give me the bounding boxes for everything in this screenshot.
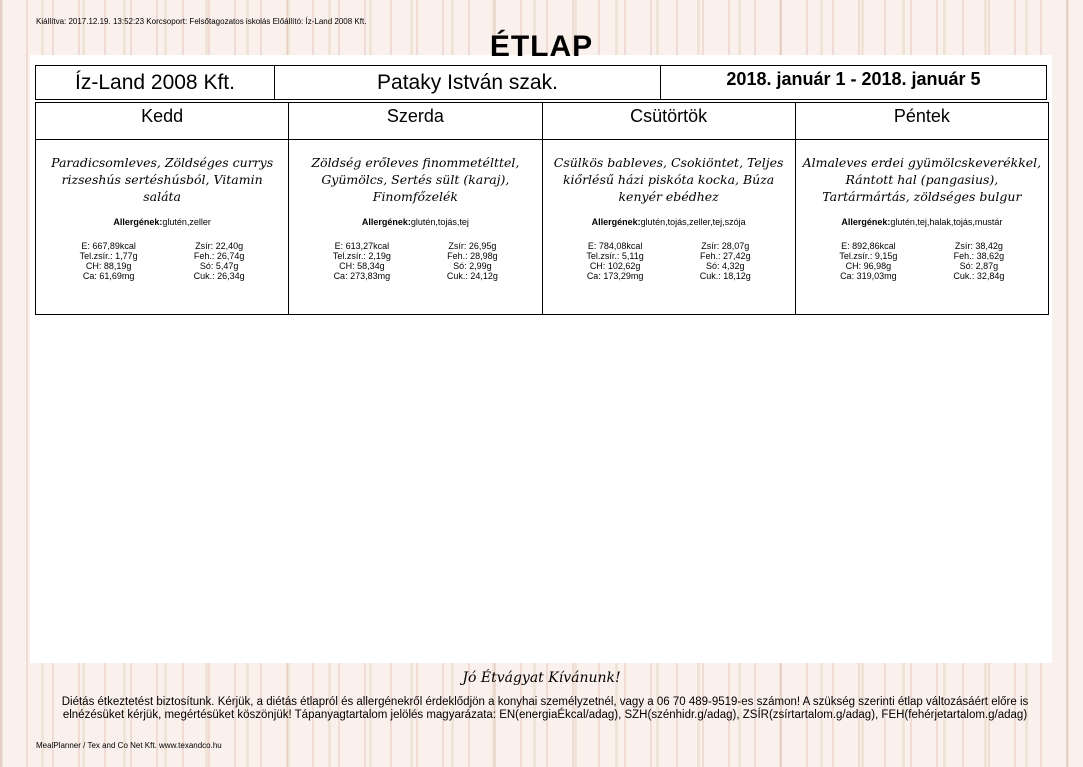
nutrition-value: E: 892,86kcal [841, 241, 896, 251]
nutrition-value: Cuk.: 18,12g [699, 271, 751, 281]
nutrition-value: Ca: 173,29mg [586, 271, 644, 281]
nutrition-value: Tel.zsír.: 9,15g [839, 251, 898, 261]
nutrition-value: Ca: 273,83mg [333, 271, 391, 281]
allergen-info [802, 217, 1042, 227]
day-column [36, 103, 289, 314]
nutrition-value: CH: 88,19g [85, 261, 132, 271]
nutrition-value: CH: 102,62g [589, 261, 641, 271]
nutrition-info [802, 241, 1042, 281]
nutrition-value: Tel.zsír.: 5,11g [586, 251, 644, 261]
allergen-label: Allergének: [591, 217, 641, 227]
footer-wish: Jó Étvágyat Kívánunk! [462, 670, 621, 686]
allergen-label: Allergének: [113, 217, 163, 227]
allergen-info [549, 217, 789, 227]
allergen-label: Allergének: [361, 217, 411, 227]
allergen-list: glutén,tojás,zeller,tej,szója [640, 217, 746, 227]
day-name: Kedd [36, 103, 288, 140]
nutrition-value: Zsír: 26,95g [448, 241, 497, 251]
menu-items: Almaleves erdei gyümölcskeverékkel, Rántott hal (pangasius), Tartármártás, zöldséges bulgur [802, 155, 1042, 204]
nutrition-value: Feh.: 27,42g [700, 251, 751, 261]
nutrition-value: Cuk.: 26,34g [193, 271, 245, 281]
allergen-list: glutén,zeller [162, 217, 211, 227]
nutrition-value: Zsír: 38,42g [954, 241, 1003, 251]
nutrition-value: CH: 58,34g [339, 261, 385, 271]
issue-info: Kiállítva: 2017.12.19. 13:52:23 Korcsoport: Felsőtagozatos iskolás Előállító: Íz-Land 2008 Kft. [36, 17, 367, 26]
menu-items: Paradicsomleves, Zöldséges currys rizseshús sertéshúsból, Vitamin saláta [51, 155, 274, 204]
nutrition-value: Feh.: 26,74g [193, 251, 245, 261]
nutrition-value: Zsír: 22,40g [195, 241, 244, 251]
nutrition-value: Só: 2,99g [453, 261, 492, 271]
allergen-list: glutén,tej,halak,tojás,mustár [890, 217, 1003, 227]
day-name: Szerda [289, 103, 541, 140]
menu-items: Zöldség erőleves finommetélttel, Gyümölcs, Sertés sült (karaj), Finomfőzelék [311, 155, 520, 204]
nutrition-value: Ca: 319,03mg [840, 271, 897, 281]
page-title: ÉTLAP [489, 30, 594, 63]
nutrition-value: Só: 2,87g [959, 261, 999, 271]
nutrition-value: Cuk.: 24,12g [446, 271, 498, 281]
nutrition-value: Só: 4,32g [706, 261, 745, 271]
nutrition-value: CH: 96,98g [845, 261, 892, 271]
nutrition-value: Só: 5,47g [199, 261, 239, 271]
day-column [289, 103, 542, 314]
allergen-info [295, 217, 535, 227]
nutrition-info [295, 241, 535, 281]
nutrition-value: E: 667,89kcal [81, 241, 136, 251]
nutrition-info [42, 241, 282, 281]
nutrition-value: Zsír: 28,07g [701, 241, 750, 251]
diet-note: Diétás étkeztetést biztosítunk. Kérjük, a diétás étlapról és allergénekről érdeklődjön a konyhai személyzetnél, vagy a 06 70 489-9519-es számon! A szükség szerinti étlap változásáért előre is elnézésüket kérjük, megértésüket köszönjük! Tápanyagtartalom jelölés magyarázata: EN(energiaÉkcal/adag), SZH(szénhidr.g/adag), ZSÍR(zsírtartalom.g/adag), FEH(fehérjetartalom.g/adag) [61, 696, 1029, 721]
nutrition-value: Tel.zsír.: 1,77g [79, 251, 138, 261]
nutrition-value: E: 613,27kcal [334, 241, 390, 251]
nutrition-value: Feh.: 28,98g [447, 251, 498, 261]
nutrition-value: E: 784,08kcal [587, 241, 643, 251]
day-column [796, 103, 1048, 314]
company-name: Íz-Land 2008 Kft. [36, 66, 275, 99]
school-name: Pataky István szak. [275, 66, 661, 99]
allergen-info [42, 217, 282, 227]
credit-line: MealPlanner / Tex and Co Net Kft. www.texandco.hu [36, 741, 222, 750]
nutrition-value: Ca: 61,69mg [82, 271, 135, 281]
day-name: Csütörtök [543, 103, 795, 140]
day-column [543, 103, 796, 314]
menu-items: Csülkös bableves, Csokiöntet, Teljes kiőrlésű házi piskóta kocka, Búza kenyér ebédhez [553, 155, 784, 204]
nutrition-value: Feh.: 38,62g [953, 251, 1005, 261]
nutrition-value: Cuk.: 32,84g [953, 271, 1005, 281]
nutrition-value: Tel.zsír.: 2,19g [332, 251, 391, 261]
allergen-label: Allergének: [841, 217, 891, 227]
weekly-menu-table [35, 102, 1049, 315]
menu-header [35, 65, 1047, 100]
allergen-list: glutén,tojás,tej [410, 217, 469, 227]
day-name: Péntek [796, 103, 1048, 140]
date-range: 2018. január 1 - 2018. január 5 [726, 69, 981, 89]
nutrition-info [549, 241, 789, 281]
